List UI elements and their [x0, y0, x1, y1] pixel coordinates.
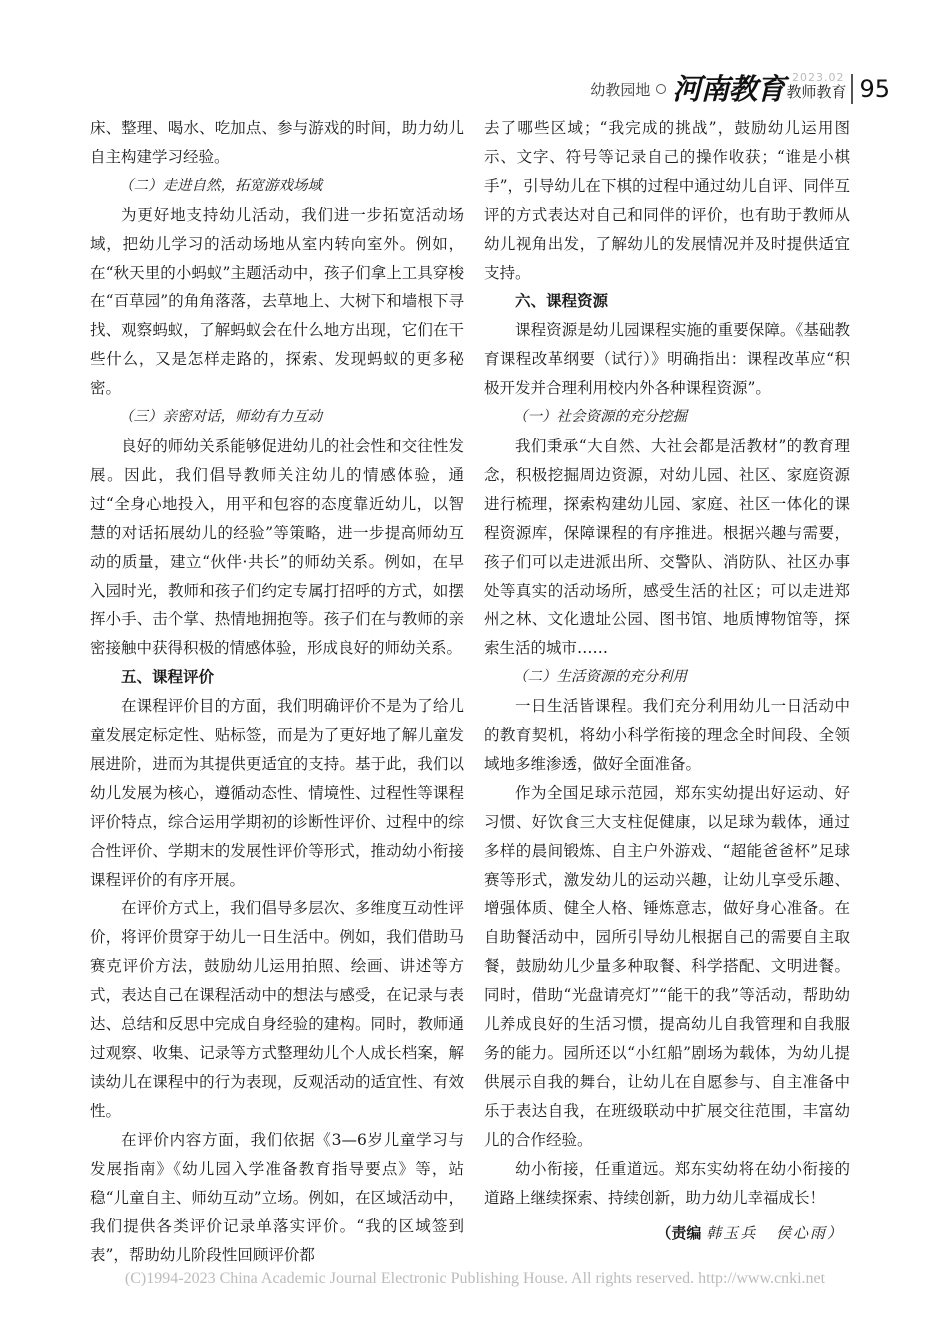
- journal-subtitle: 教师教育: [786, 83, 847, 101]
- masthead: [672, 71, 847, 106]
- editor-credit-label: （责编: [656, 1224, 702, 1243]
- paragraph: 良好的师幼关系能够促进幼儿的社会性和交往性发展。因此，我们倡导教师关注幼儿的情感体验，通过“全身心地投入，用平和包容的态度靠近幼儿，以智慧的对话拓展幼儿的经验”等策略，进一步提高师幼互动的质量，建立“伙伴·共长”的师幼关系。例如，在早入园时光，教师和孩子们约定专属打招呼的方式，如摆挥小手、击个掌、热情地拥抱等。孩子们在与教师的亲密接触中获得积极的情感体验，形成良好的师幼关系。: [90, 436, 464, 658]
- bullet-circle-icon: [656, 84, 666, 94]
- page-number: 95: [859, 75, 890, 103]
- section-heading: 五、课程评价: [121, 668, 215, 687]
- paragraph: 去了哪些区域；“我完成的挑战”，鼓励幼儿运用图示、文字、符号等记录自己的操作收获；“谁是小棋手”，引导幼儿在下棋的过程中通过幼儿自评、同伴互评的方式表达对自己和同伴的评价，也有助于教师从幼儿视角出发，了解幼儿的发展情况并及时提供适宜支持。: [484, 119, 850, 282]
- section-heading: 六、课程资源: [515, 292, 609, 311]
- left-column: [90, 114, 464, 1270]
- copyright-footer: (C)1994-2023 China Academic Journal Electronic Publishing House. All rights reserved. http://www.cnki.net: [124, 1270, 826, 1287]
- header-divider: [851, 74, 853, 104]
- editor-names: 韩玉兵 侯心雨）: [706, 1224, 844, 1243]
- paragraph: 在评价内容方面，我们依据《3—6岁儿童学习与发展指南》《幼儿园入学准备教育指导要点》等，站稳“儿童自主、师幼互动”立场。例如，在区域活动中，我们提供各类评价记录单落实评价。“我的区域签到表”，帮助幼儿阶段性回顾评价都: [90, 1130, 464, 1265]
- paragraph: 我们秉承“大自然、大社会都是活教材”的教育理念，积极挖掘周边资源，对幼儿园、社区、家庭资源进行梳理，探索构建幼儿园、家庭、社区一体化的课程资源库，保障课程的有序推进。根据兴趣与需要，孩子们可以走进派出所、交警队、消防队、社区办事处等真实的活动场所，感受生活的社区；可以走进郑州之林、文化遗址公园、图书馆、地质博物馆等，探索生活的城市……: [484, 436, 850, 658]
- paragraph: 课程资源是幼儿园课程实施的重要保障。《基础教育课程改革纲要（试行）》明确指出：课程改革应“积极开发并合理利用校内外各种课程资源”。: [484, 321, 850, 398]
- editor-credit: [484, 1218, 850, 1248]
- issue-date: 2023.02: [791, 71, 845, 84]
- subsection-heading: （三）亲密对话，师幼有力互动: [119, 409, 322, 426]
- paragraph: 为更好地支持幼儿活动，我们进一步拓宽活动场域，把幼儿学习的活动场地从室内转向室外。例如，在“秋天里的小蚂蚁”主题活动中，孩子们拿上工具穿梭在“百草园”的角角落落，去草地上、大树下和墙根下寻找、观察蚂蚁，了解蚂蚁会在什么地方出现，它们在干些什么，又是怎样走路的，探索、发现蚂蚁的更多秘密。: [90, 205, 464, 398]
- paragraph: 作为全国足球示范园，郑东实幼提出好运动、好习惯、好饮食三大支柱促健康，以足球为载体，通过多样的晨间锻炼、自主户外游戏、“超能爸爸杯”足球赛等形式，激发幼儿的运动兴趣，让幼儿享受乐趣、增强体质、健全人格、锤炼意志，做好身心准备。在自助餐活动中，园所引导幼儿根据自己的需要自主取餐，鼓励幼儿少量多种取餐、科学搭配、文明进餐。同时，借助“光盘请亮灯”“能干的我”等活动，帮助幼儿养成良好的生活习惯，提高幼儿自我管理和自我服务的能力。园所还以“小红船”剧场为载体，为幼儿提供展示自我的舞台，让幼儿在自愿参与、自主准备中乐于表达自我，在班级联动中扩展交往范围，丰富幼儿的合作经验。: [484, 783, 850, 1149]
- paragraph: 床、整理、喝水、吃加点、参与游戏的时间，助力幼儿自主构建学习经验。: [90, 119, 464, 166]
- journal-logo: 河南教育: [672, 72, 785, 106]
- paragraph: 幼小衔接，任重道远。郑东实幼将在幼小衔接的道路上继续探索、持续创新，助力幼儿幸福成长！: [484, 1159, 850, 1207]
- page-header: [590, 72, 890, 106]
- subsection-heading: （一）社会资源的充分挖掘: [513, 409, 687, 426]
- section-label: 幼教园地: [590, 80, 651, 99]
- paragraph: 在评价方式上，我们倡导多层次、多维度互动性评价，将评价贯穿于幼儿一日生活中。例如，我们借助马赛克评价方法，鼓励幼儿运用拍照、绘画、讲述等方式，表达自己在课程活动中的想法与感受，在记录与表达、总结和反思中完成自身经验的建构。同时，教师通过观察、收集、记录等方式整理幼儿个人成长档案，解读幼儿在课程中的行为表现，反观活动的适宜性、有效性。: [90, 899, 464, 1120]
- subsection-heading: （二）走进自然，拓宽游戏场域: [119, 177, 322, 194]
- subsection-heading: （二）生活资源的充分利用: [513, 669, 687, 686]
- paragraph: 在课程评价目的方面，我们明确评价不是为了给儿童发展定标定性、贴标签，而是为了更好地了解儿童发展进阶，进而为其提供更适宜的支持。基于此，我们以幼儿发展为核心，遵循动态性、情境性、过程性等课程评价特点，综合运用学期初的诊断性评价、过程中的综合性评价、学期末的发展性评价等形式，推动幼小衔接课程评价的有序开展。: [90, 697, 464, 889]
- right-column: [484, 114, 850, 1248]
- paragraph: 一日生活皆课程。我们充分利用幼儿一日活动中的教育契机，将幼小科学衔接的理念全时间段、全领域地多维渗透，做好全面准备。: [484, 697, 850, 773]
